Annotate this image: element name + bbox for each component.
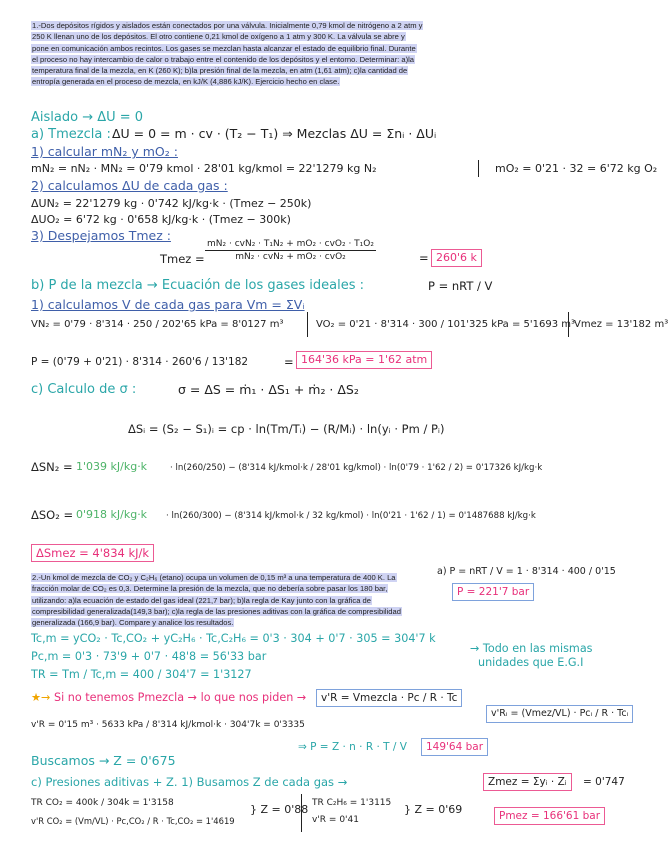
result-pressure: 164'36 kPa = 1'62 atm bbox=[296, 351, 432, 369]
note-energy-eq: ΔU = 0 = m · cv · (T₂ − T₁) ⇒ Mezclas ΔU = Σnᵢ · ΔUᵢ bbox=[112, 126, 437, 141]
note-tr-c2h6: TR C₂H₆ = 1'3115 bbox=[312, 798, 392, 808]
problem-2-statement bbox=[31, 572, 423, 628]
result-tmez: 260'6 k bbox=[431, 249, 482, 267]
result-p2-ideal: P = 221'7 bar bbox=[452, 583, 534, 601]
note-vr-co2: v'R CO₂ = (Vm/VL) · Pc,CO₂ / R · Tc,CO₂ = 1'4619 bbox=[31, 816, 235, 826]
note-z: Buscamos → Z = 0'675 bbox=[31, 753, 176, 768]
note-additive: c) Presiones aditivas + Z. 1) Busamos Z de cada gas → bbox=[31, 775, 348, 789]
note-tmez-eq: = bbox=[419, 251, 429, 265]
note-ds-n2-label: ΔSN₂ = bbox=[31, 460, 73, 474]
note-no-pmezcla: ★→ Si no tenemos Pmezcla → lo que nos piden → bbox=[31, 691, 307, 704]
problem-2-text: 2.-Un kmol de mezcla de CO₂ y C₂H₆ (etano) ocupa un volumen de 0,15 m³ a una temperatura de 400 K. La fracción molar de CO₂ es 0,3. Determine la presión de la mezcla, que no debería sobre pasar los 180 bar, utilizando: a)la ecuación de estado del gas ideal (221,7 bar); b)la regla de Kay junto con la gráfica de compresibilidad generalizada(149,3 bar); c)la regla de las presiones aditivas con la gráfica de compresibilidad generalizada (166,9 bar). Compare y analice los resultados. bbox=[32, 573, 401, 628]
result-p2-kay: 149'64 bar bbox=[421, 738, 488, 756]
note-tr-co2: TR CO₂ = 400k / 304k = 1'3158 bbox=[31, 798, 174, 808]
result-p2-additive: Pmez = 166'61 bar bbox=[494, 807, 605, 825]
note-step1-masses: 1) calcular mN₂ y mO₂ : bbox=[31, 144, 178, 159]
note-du-o2: ΔUO₂ = 6'72 kg · 0'658 kJ/kg·k · (Tmez − 300k) bbox=[31, 213, 291, 226]
note-c-sigma: c) Calculo de σ : bbox=[31, 382, 137, 397]
note-mass-o2: mO₂ = 0'21 · 32 = 6'72 kg O₂ bbox=[495, 162, 658, 175]
note-a-tmezcla: a) Tmezcla : bbox=[31, 127, 111, 142]
note-tr: TR = Tm / Tc,m = 400 / 304'7 = 1'3127 bbox=[31, 668, 252, 681]
note-tcm: Tc,m = yCO₂ · Tc,CO₂ + yC₂H₆ · Tc,C₂H₆ = 0'3 · 304 + 0'7 · 305 = 304'7 k bbox=[31, 632, 436, 645]
divider-4 bbox=[301, 794, 302, 832]
note-cp-n2: 1'039 kJ/kg·k bbox=[76, 460, 148, 473]
note-ideal-gas-eq: P = nRT / V bbox=[428, 279, 493, 293]
note-vri-formula: v'Rᵢ = (Vmez/VL) · Pcᵢ / R · Tcᵢ bbox=[486, 705, 633, 723]
note-vr-calc: v'R = 0'15 m³ · 5633 kPa / 8'314 kJ/kmol·k · 304'7k = 0'3335 bbox=[31, 720, 305, 730]
problem-1-statement bbox=[31, 20, 423, 88]
note-aislado: Aislado → ΔU = 0 bbox=[31, 110, 144, 125]
note-units-2: unidades que E.G.I bbox=[478, 656, 584, 669]
note-ds-n2-calc: · ln(260/250) − (8'314 kJ/kmol·k / 28'01 kg/kmol) · ln(0'79 · 1'62 / 2) = 0'17326 kJ/kg·k bbox=[170, 463, 543, 473]
note-p-eq: = bbox=[284, 355, 294, 369]
note-tmez-fraction bbox=[205, 238, 376, 263]
note-p2-ideal: a) P = nRT / V = 1 · 8'314 · 400 / 0'15 bbox=[437, 566, 616, 577]
note-step3-tmez: 3) Despejamos Tmez : bbox=[31, 228, 171, 243]
note-cp-o2: 0'918 kJ/kg·k bbox=[76, 508, 148, 521]
note-step1-volumes: 1) calculamos V de cada gas para Vm = ΣVᵢ bbox=[31, 297, 305, 312]
note-tmez-label: Tmez = bbox=[160, 252, 205, 266]
note-vol-mix: Vmez = 13'182 m³ bbox=[574, 319, 668, 330]
note-entropy-general: ΔSᵢ = (S₂ − S₁)ᵢ = cp · ln(Tm/Tᵢ) − (R/Mᵢ) · ln(yᵢ · Pm / Pᵢ) bbox=[128, 422, 445, 436]
note-no-pmezcla-text: Si no tenemos Pmezcla → lo que nos piden → bbox=[53, 691, 307, 704]
note-ds-o2-calc: · ln(260/300) − (8'314 kJ/kmol·k / 32 kg/kmol) · ln(0'21 · 1'62 / 1) = 0'1487688 kJ/kg·k bbox=[166, 511, 536, 521]
problem-1-text: 1.-Dos depósitos rígidos y aislados están conectados por una válvula. Inicialmente 0,79 kmol de nitrógeno a 2 atm y 250 K llenan uno de los depósitos. El otro contiene 0,21 kmol de oxígeno a 1 atm y 300 K. La válvula se abre y pone en comunicación ambos recintos. Los gases se mezclan hasta alcanzar el estado de equilibrio final. Durante el proceso no hay intercambio de calor o trabajo entre el contenido de los depósitos y el entorno. Determinar: a)la temperatura final de la mezcla, en K (260 K); b)la presión final de la mezcla, en atm (1,61 atm); c)la cantidad de entropía generada en el proceso de mezcla, en kJ/K (4,886 kJ/K). Ejercicio hecho en clase. bbox=[32, 21, 423, 87]
divider-3 bbox=[568, 312, 569, 337]
note-vol-n2: VN₂ = 0'79 · 8'314 · 250 / 202'65 kPa = 8'0127 m³ bbox=[31, 319, 284, 330]
note-z-c2h6: } Z = 0'69 bbox=[404, 803, 463, 816]
result-ds-mix: ΔSmez = 4'834 kJ/k bbox=[31, 544, 154, 562]
note-mass-n2: mN₂ = nN₂ · MN₂ = 0'79 kmol · 28'01 kg/kmol = 22'1279 kg N₂ bbox=[31, 162, 377, 175]
note-zmez-value: = 0'747 bbox=[583, 776, 625, 788]
note-units-1: → Todo en las mismas bbox=[470, 642, 593, 655]
note-vol-o2: VO₂ = 0'21 · 8'314 · 300 / 101'325 kPa = 5'1693 m³ bbox=[316, 319, 576, 330]
note-ds-o2-label: ΔSO₂ = bbox=[31, 508, 74, 522]
tmez-numerator: mN₂ · cvN₂ · T₁N₂ + mO₂ · cvO₂ · T₁O₂ bbox=[207, 239, 374, 249]
note-zmez-formula: Zmez = Σyᵢ · Zᵢ bbox=[483, 773, 572, 791]
note-vr-formula: v'R = Vmezcla · Pc / R · Tc bbox=[316, 689, 462, 707]
divider-1 bbox=[478, 160, 479, 177]
note-sigma-eq: σ = ΔS = ṁ₁ · ΔS₁ + ṁ₂ · ΔS₂ bbox=[178, 382, 359, 397]
note-step2-du: 2) calculamos ΔU de cada gas : bbox=[31, 178, 228, 193]
note-p-z: ⇒ P = Z · n · R · T / V bbox=[298, 741, 407, 753]
note-du-n2: ΔUN₂ = 22'1279 kg · 0'742 kJ/kg·k · (Tmez − 250k) bbox=[31, 197, 312, 210]
note-b-pressure: b) P de la mezcla → Ecuación de los gases ideales : bbox=[31, 278, 365, 293]
tmez-denominator: mN₂ · cvN₂ + mO₂ · cvO₂ bbox=[235, 252, 346, 262]
note-pcm: Pc,m = 0'3 · 73'9 + 0'7 · 48'8 = 56'33 bar bbox=[31, 650, 267, 663]
divider-2 bbox=[307, 312, 308, 337]
note-vr-c2h6: v'R = 0'41 bbox=[312, 815, 359, 825]
note-p-calc: P = (0'79 + 0'21) · 8'314 · 260'6 / 13'182 bbox=[31, 356, 249, 368]
note-z-co2: } Z = 0'88 bbox=[250, 803, 309, 816]
